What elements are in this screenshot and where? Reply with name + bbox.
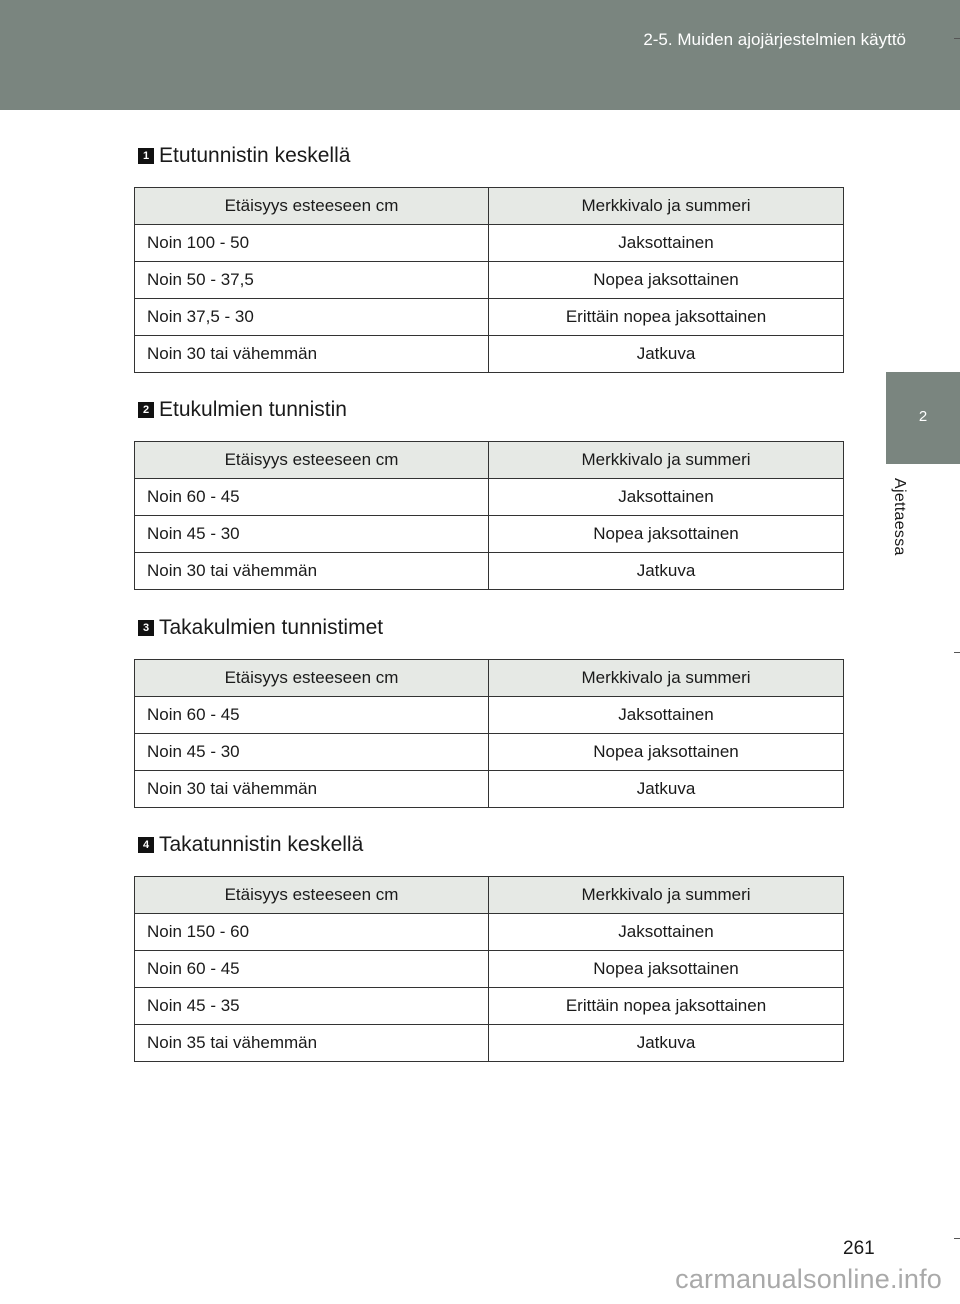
table-row: [135, 299, 844, 336]
table-row: [135, 336, 844, 373]
table-row: [135, 516, 844, 553]
watermark: carmanualsonline.info: [675, 1264, 942, 1294]
cell-distance: Noin 35 tai vähemmän: [135, 1025, 489, 1062]
distance-table: [134, 876, 844, 1062]
chapter-tab: [886, 372, 960, 464]
cell-signal: Jatkuva: [489, 1025, 844, 1062]
table-row: [135, 951, 844, 988]
section-marker-icon: 2: [138, 402, 154, 418]
page-number: 261: [843, 1238, 875, 1259]
table-header-row: [135, 188, 844, 225]
cell-distance: Noin 60 - 45: [135, 697, 489, 734]
table-row: [135, 697, 844, 734]
cell-distance: Noin 30 tai vähemmän: [135, 771, 489, 808]
table-row: [135, 262, 844, 299]
header-distance: Etäisyys esteeseen cm: [135, 877, 489, 914]
table-row: [135, 479, 844, 516]
table-row: [135, 553, 844, 590]
header-signal: Merkkivalo ja summeri: [489, 660, 844, 697]
cell-distance: Noin 45 - 35: [135, 988, 489, 1025]
table-row: [135, 1025, 844, 1062]
section-title-text: Takatunnistin keskellä: [159, 833, 364, 856]
section-title-text: Etutunnistin keskellä: [159, 144, 351, 167]
cell-signal: Jatkuva: [489, 771, 844, 808]
cell-distance: Noin 100 - 50: [135, 225, 489, 262]
header-signal: Merkkivalo ja summeri: [489, 442, 844, 479]
table-header-row: [135, 442, 844, 479]
cell-signal: Nopea jaksottainen: [489, 951, 844, 988]
cell-distance: Noin 60 - 45: [135, 951, 489, 988]
trim-mark: [954, 38, 960, 39]
cell-distance: Noin 30 tai vähemmän: [135, 336, 489, 373]
cell-signal: Erittäin nopea jaksottainen: [489, 988, 844, 1025]
cell-signal: Jaksottainen: [489, 479, 844, 516]
table-row: [135, 771, 844, 808]
cell-signal: Jatkuva: [489, 553, 844, 590]
section-marker-icon: 1: [138, 148, 154, 164]
table-row: [135, 914, 844, 951]
chapter-label: [886, 474, 926, 584]
trim-mark: [954, 1238, 960, 1239]
cell-distance: Noin 150 - 60: [135, 914, 489, 951]
distance-table: [134, 441, 844, 590]
chapter-label-text: Ajettaessa: [891, 478, 908, 556]
cell-signal: Nopea jaksottainen: [489, 516, 844, 553]
header-distance: Etäisyys esteeseen cm: [135, 188, 489, 225]
cell-distance: Noin 60 - 45: [135, 479, 489, 516]
header-bar: [0, 0, 960, 110]
section-title: [138, 615, 383, 641]
trim-mark: [954, 652, 960, 653]
cell-distance: Noin 45 - 30: [135, 516, 489, 553]
section-title-text: Takakulmien tunnistimet: [159, 616, 384, 639]
cell-signal: Jaksottainen: [489, 914, 844, 951]
cell-signal: Nopea jaksottainen: [489, 734, 844, 771]
distance-table: [134, 187, 844, 373]
header-signal: Merkkivalo ja summeri: [489, 877, 844, 914]
header-distance: Etäisyys esteeseen cm: [135, 442, 489, 479]
cell-signal: Jatkuva: [489, 336, 844, 373]
table-header-row: [135, 877, 844, 914]
section-breadcrumb: 2-5. Muiden ajojärjestelmien käyttö: [643, 30, 906, 49]
table-row: [135, 225, 844, 262]
header-signal: Merkkivalo ja summeri: [489, 188, 844, 225]
distance-table: [134, 659, 844, 808]
table-row: [135, 734, 844, 771]
cell-distance: Noin 30 tai vähemmän: [135, 553, 489, 590]
cell-distance: Noin 45 - 30: [135, 734, 489, 771]
table-header-row: [135, 660, 844, 697]
cell-signal: Jaksottainen: [489, 697, 844, 734]
section-marker-icon: 3: [138, 620, 154, 636]
cell-signal: Erittäin nopea jaksottainen: [489, 299, 844, 336]
section-title-text: Etukulmien tunnistin: [159, 398, 347, 421]
chapter-number: 2: [918, 408, 928, 425]
cell-distance: Noin 50 - 37,5: [135, 262, 489, 299]
cell-signal: Jaksottainen: [489, 225, 844, 262]
section-title: [138, 397, 347, 423]
cell-signal: Nopea jaksottainen: [489, 262, 844, 299]
section-marker-icon: 4: [138, 837, 154, 853]
section-title: [138, 832, 363, 858]
cell-distance: Noin 37,5 - 30: [135, 299, 489, 336]
table-row: [135, 988, 844, 1025]
section-title: [138, 143, 350, 169]
header-distance: Etäisyys esteeseen cm: [135, 660, 489, 697]
